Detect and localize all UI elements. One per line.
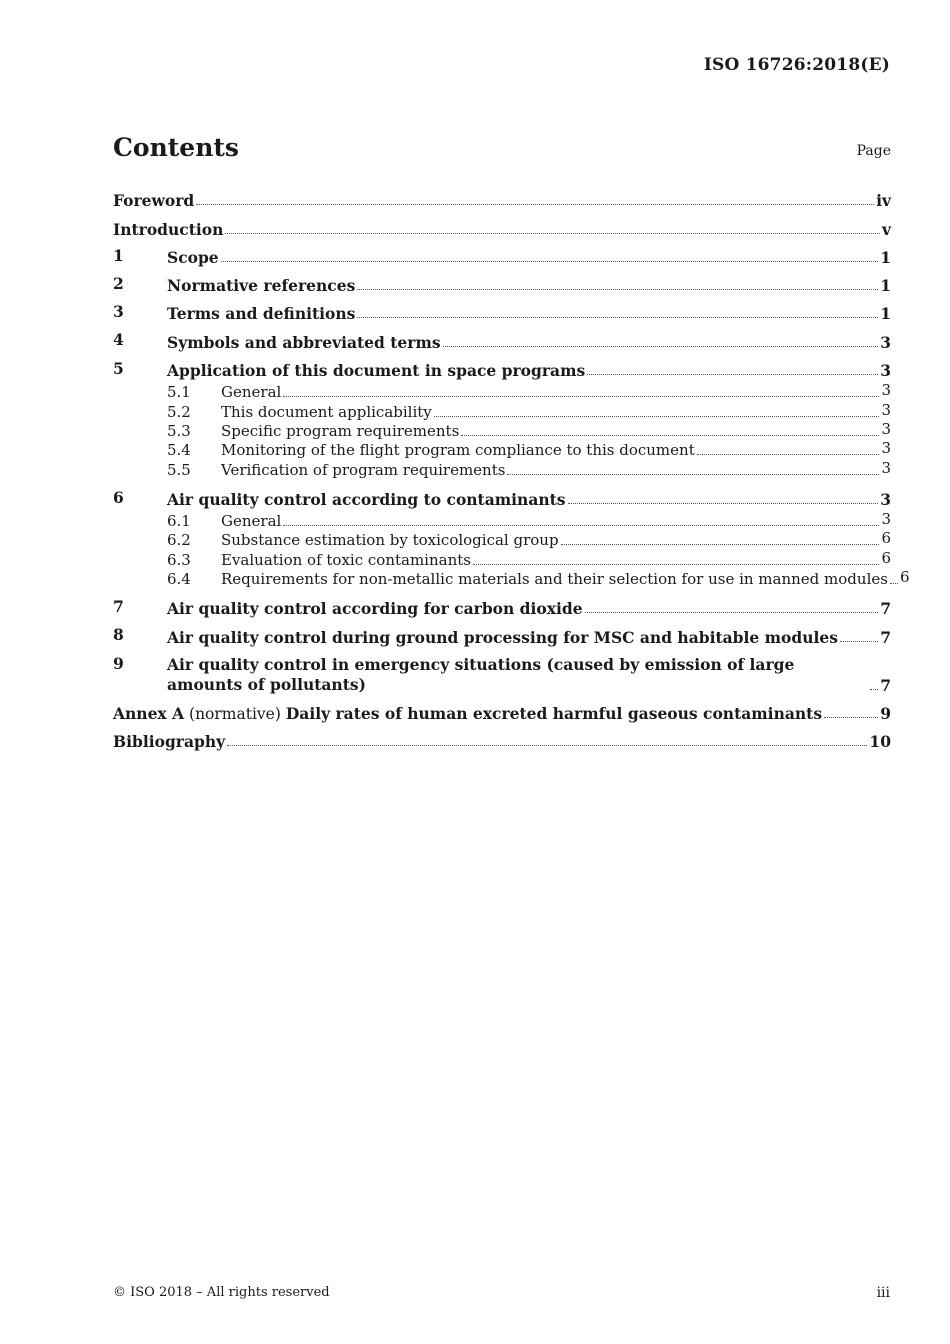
toc-subentry-label: Monitoring of the flight program compliance to this document bbox=[221, 441, 695, 460]
toc-subentry[interactable] bbox=[113, 440, 891, 459]
toc-entry-page: 7 bbox=[880, 599, 891, 619]
toc-subentry-page: 3 bbox=[881, 381, 891, 400]
toc-entry-application[interactable] bbox=[113, 354, 891, 382]
dot-leader bbox=[227, 745, 867, 746]
annex-type: (normative) bbox=[189, 704, 281, 723]
toc-subentry-page: 6 bbox=[899, 568, 910, 587]
toc-subentry-page: 6 bbox=[881, 548, 891, 567]
toc-subsection-list bbox=[113, 382, 891, 478]
toc-entry-label: Air quality control according for carbon dioxide bbox=[167, 599, 583, 619]
dot-leader bbox=[587, 374, 878, 375]
toc-entry-label: Symbols and abbreviated terms bbox=[167, 332, 441, 352]
toc-entry-label: Introduction bbox=[113, 219, 224, 239]
toc-subentry-label: Substance estimation by toxicological group bbox=[221, 531, 559, 550]
dot-leader bbox=[461, 435, 879, 436]
document-id: ISO 16726:2018(E) bbox=[703, 55, 890, 75]
toc-entry-introduction[interactable] bbox=[113, 212, 891, 240]
toc-entry-number: 1 bbox=[113, 245, 124, 265]
toc-subentry-number: 6.2 bbox=[167, 531, 191, 550]
dot-leader bbox=[561, 544, 880, 545]
dot-leader bbox=[283, 396, 879, 397]
dot-leader bbox=[434, 416, 880, 417]
toc-subentry-number: 5.2 bbox=[167, 402, 191, 421]
page-title: Contents bbox=[113, 133, 240, 162]
toc-subentry[interactable] bbox=[113, 530, 891, 549]
toc-entry-carbon-dioxide[interactable] bbox=[113, 592, 891, 620]
dot-leader bbox=[890, 583, 898, 584]
toc-subentry[interactable] bbox=[113, 511, 891, 530]
toc-subentry[interactable] bbox=[113, 549, 891, 568]
toc-subentry-number: 5.3 bbox=[167, 421, 191, 440]
toc-entry-label: Normative references bbox=[167, 276, 356, 296]
dot-leader bbox=[196, 204, 874, 205]
toc-entry-page: 1 bbox=[880, 276, 891, 296]
toc-entry-page: 7 bbox=[880, 627, 891, 647]
dot-leader bbox=[357, 289, 878, 290]
toc-header bbox=[113, 133, 891, 167]
toc-subentry-label: Verification of program requirements bbox=[221, 460, 506, 479]
toc-entry-terms-and-definitions[interactable] bbox=[113, 297, 891, 325]
dot-leader bbox=[443, 346, 879, 347]
toc-subentry-number: 5.5 bbox=[167, 460, 191, 479]
toc-subentry-label: Requirements for non-metallic materials and their selection for use in manned modules bbox=[221, 570, 888, 589]
toc-subentry-page: 3 bbox=[881, 439, 891, 458]
toc-entry-label: Bibliography bbox=[113, 732, 226, 752]
toc-entry-page: 3 bbox=[880, 361, 891, 381]
page-column-label: Page bbox=[856, 143, 891, 159]
dot-leader bbox=[507, 474, 879, 475]
dot-leader bbox=[697, 454, 880, 455]
toc-entry-label: Air quality control according to contaminants bbox=[167, 489, 566, 509]
annex-title: Daily rates of human excreted harmful gaseous contaminants bbox=[285, 703, 823, 723]
toc-entry-page: 1 bbox=[880, 247, 891, 267]
toc-subentry-label: Evaluation of toxic contaminants bbox=[221, 550, 471, 569]
toc-entry-number: 4 bbox=[113, 330, 124, 350]
toc-subentry-page: 3 bbox=[881, 400, 891, 419]
annex-prefix: Annex A bbox=[113, 703, 185, 723]
toc-entry-number: 9 bbox=[113, 653, 124, 673]
toc-entry-number: 5 bbox=[113, 358, 124, 378]
toc-subentry-number: 6.4 bbox=[167, 570, 191, 589]
toc-entry-label: Terms and definitions bbox=[167, 304, 356, 324]
toc-entry-page: 10 bbox=[869, 732, 891, 752]
toc-entry-emergency[interactable] bbox=[113, 649, 891, 697]
toc-entry-number: 7 bbox=[113, 597, 124, 617]
toc-subentry-page: 3 bbox=[881, 458, 891, 477]
toc-subentry-number: 6.3 bbox=[167, 550, 191, 569]
toc-entry-number: 8 bbox=[113, 625, 124, 645]
toc-subentry-page: 3 bbox=[881, 419, 891, 438]
toc-entry-number: 6 bbox=[113, 487, 124, 507]
toc-subentry[interactable] bbox=[113, 568, 910, 589]
dot-leader bbox=[585, 612, 879, 613]
toc-entry-page: v bbox=[881, 219, 891, 239]
toc-entry-bibliography[interactable] bbox=[113, 725, 891, 753]
toc-entry-annex-a[interactable] bbox=[113, 697, 891, 725]
toc-subsection-list bbox=[113, 510, 910, 589]
toc-subentry-label: General bbox=[221, 512, 282, 531]
toc-entry-ground-processing[interactable] bbox=[113, 620, 891, 648]
toc-subentry-label: Specific program requirements bbox=[221, 421, 460, 440]
dot-leader bbox=[357, 317, 878, 318]
toc-entry-page: iv bbox=[876, 191, 891, 211]
toc-entry-page: 3 bbox=[880, 332, 891, 352]
toc-entry-symbols[interactable] bbox=[113, 325, 891, 353]
dot-leader bbox=[225, 233, 880, 234]
dot-leader bbox=[824, 717, 878, 718]
toc-subentry-number: 5.1 bbox=[167, 383, 191, 402]
toc-entry-label: Scope bbox=[167, 247, 219, 267]
toc-entry-page: 9 bbox=[880, 703, 891, 723]
toc-entry-number: 2 bbox=[113, 273, 124, 293]
toc-entry-foreword[interactable] bbox=[113, 184, 891, 212]
toc-entry-normative-references[interactable] bbox=[113, 269, 891, 297]
toc-subentry[interactable] bbox=[113, 421, 891, 440]
toc-subentry-label: This document applicability bbox=[221, 402, 432, 421]
toc-entry-number: 3 bbox=[113, 302, 124, 322]
toc-subentry[interactable] bbox=[113, 382, 891, 401]
dot-leader bbox=[221, 261, 879, 262]
table-of-contents bbox=[113, 184, 910, 753]
toc-entry-label: Foreword bbox=[113, 191, 195, 211]
toc-entry-contaminants[interactable] bbox=[113, 483, 891, 511]
toc-entry-page: 3 bbox=[880, 489, 891, 509]
toc-subentry-number: 5.4 bbox=[167, 441, 191, 460]
dot-leader bbox=[870, 689, 878, 690]
toc-subentry-page: 3 bbox=[881, 510, 891, 529]
copyright-notice: © ISO 2018 – All rights reserved bbox=[113, 1285, 330, 1300]
toc-entry-scope[interactable] bbox=[113, 241, 891, 269]
dot-leader bbox=[473, 564, 879, 565]
toc-entry-label: Application of this document in space programs bbox=[167, 361, 586, 381]
toc-subentry[interactable] bbox=[113, 459, 891, 478]
toc-subentry[interactable] bbox=[113, 401, 891, 420]
toc-entry-page: 7 bbox=[880, 675, 891, 695]
dot-leader bbox=[568, 503, 879, 504]
dot-leader bbox=[840, 641, 878, 642]
toc-subentry-label: General bbox=[221, 383, 282, 402]
dot-leader bbox=[283, 525, 879, 526]
page-number: iii bbox=[876, 1285, 890, 1301]
toc-subentry-number: 6.1 bbox=[167, 512, 191, 531]
toc-entry-label: Air quality control in emergency situations (caused by emission of large amounts of pollutants) bbox=[167, 654, 795, 694]
toc-entry-page: 1 bbox=[880, 304, 891, 324]
toc-subentry-page: 6 bbox=[881, 529, 891, 548]
toc-entry-label: Air quality control during ground processing for MSC and habitable modules bbox=[167, 627, 838, 647]
